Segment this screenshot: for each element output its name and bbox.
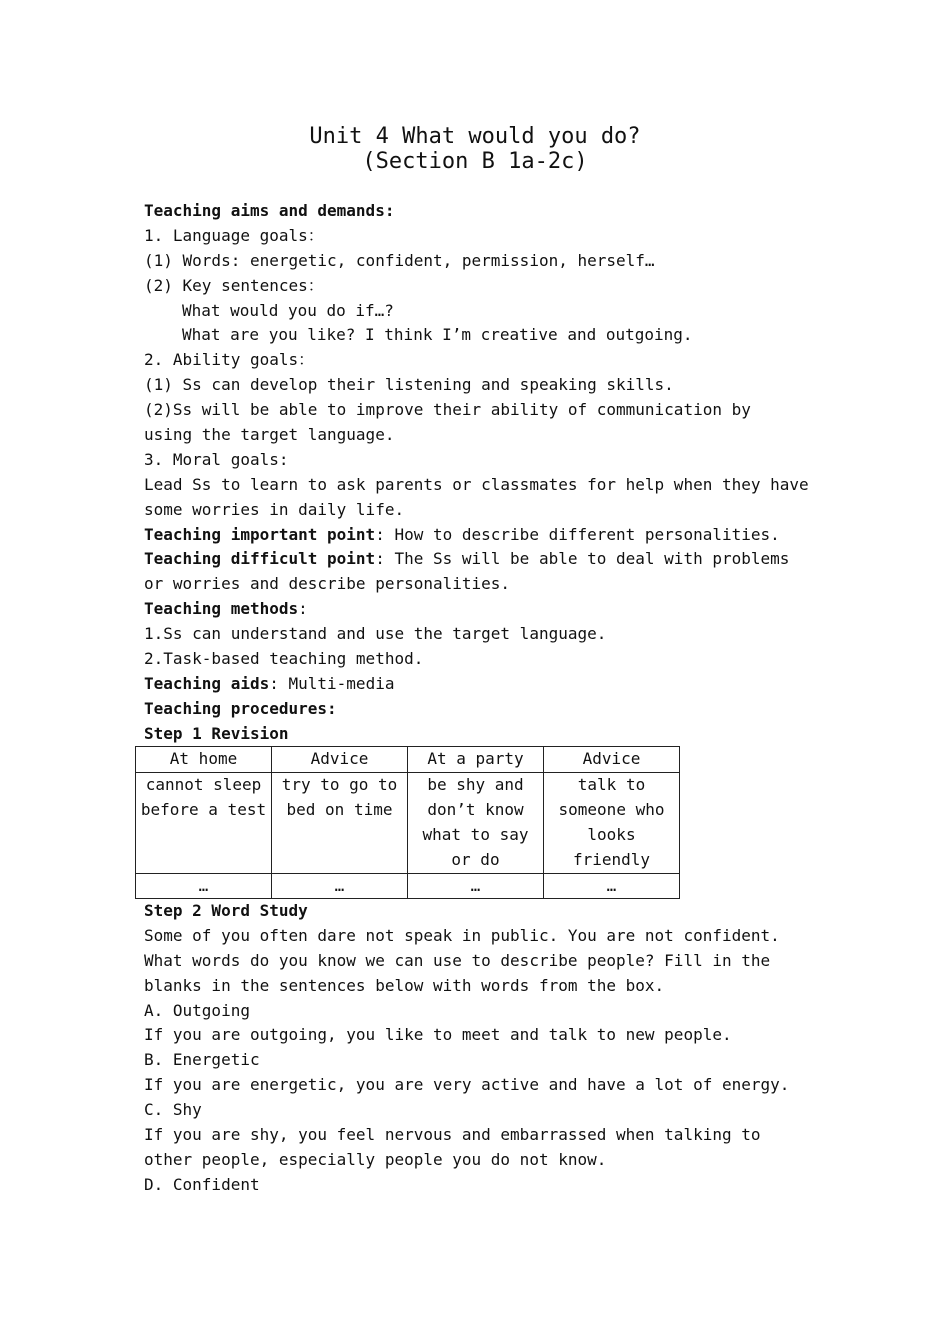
important-point-text: : How to describe different personalities.: [375, 524, 780, 544]
page-subtitle: (Section B 1a-2c): [362, 149, 588, 174]
methods-line: [144, 597, 824, 622]
table-row: [136, 772, 680, 873]
option-d-label: D. Confident: [144, 1174, 260, 1194]
table-header-cell: At a party: [408, 747, 544, 773]
option-b-text: If you are energetic, you are very active and have a lot of energy.: [144, 1075, 790, 1095]
table-header-cell: Advice: [544, 747, 680, 773]
table-cell: talk to someone who looks friendly: [544, 772, 680, 873]
option-a-label: A. Outgoing: [144, 1000, 250, 1020]
key-sentence-1: What would you do if…?: [182, 300, 394, 320]
ability-goal-1: (1) Ss can develop their listening and speaking skills.: [144, 375, 674, 395]
important-point-label: Teaching important point: [144, 524, 376, 544]
moral-goals-heading: 3. Moral goals:: [144, 449, 289, 469]
ability-goal-2b: using the target language.: [144, 425, 395, 445]
table-header-cell: Advice: [272, 747, 408, 773]
table-row-ellipsis: [136, 873, 680, 899]
table-cell: …: [408, 873, 544, 899]
difficult-point-line: [144, 547, 824, 572]
key-sentence-2: What are you like? I think I’m creative and outgoing.: [182, 325, 693, 345]
methods-colon: :: [298, 599, 308, 619]
step1-heading: Step 1 Revision: [144, 723, 289, 743]
step2-heading: Step 2 Word Study: [144, 901, 308, 920]
moral-goal-a: Lead Ss to learn to ask parents or classmates for help when they have: [144, 474, 809, 494]
teaching-aims-section: [144, 199, 824, 747]
methods-label: Teaching methods: [144, 599, 299, 619]
table-cell: try to go to bed on time: [272, 772, 408, 873]
table-cell: be shy and don’t know what to say or do: [408, 772, 544, 873]
procedures-heading: Teaching procedures:: [144, 698, 337, 718]
language-goals-heading: 1. Language goals：: [144, 225, 324, 245]
table-header-cell: At home: [136, 747, 272, 773]
step2-intro-a: Some of you often dare not speak in public. You are not confident.: [144, 925, 780, 945]
table-cell: …: [136, 873, 272, 899]
table-cell: …: [272, 873, 408, 899]
moral-goal-b: some worries in daily life.: [144, 499, 405, 519]
ability-goals-heading: 2. Ability goals：: [144, 350, 315, 370]
table-cell: …: [544, 873, 680, 899]
option-c-text-a: If you are shy, you feel nervous and embarrassed when talking to: [144, 1125, 761, 1145]
option-c-label: C. Shy: [144, 1100, 202, 1120]
option-b-label: B. Energetic: [144, 1050, 260, 1070]
aids-text: : Multi-media: [269, 673, 395, 693]
option-c-text-b: other people, especially people you do not know.: [144, 1149, 607, 1169]
method-2: 2.Task-based teaching method.: [144, 649, 424, 669]
important-point-line: [144, 523, 824, 548]
key-sentences-heading: (2) Key sentences：: [144, 275, 324, 295]
words-line: (1) Words: energetic, confident, permission, herself…: [144, 250, 655, 270]
aims-heading: Teaching aims and demands:: [144, 201, 395, 220]
option-a-text: If you are outgoing, you like to meet and talk to new people.: [144, 1025, 732, 1045]
aids-line: [144, 672, 824, 697]
method-1: 1.Ss can understand and use the target language.: [144, 624, 607, 644]
difficult-point-continuation: or worries and describe personalities.: [144, 574, 511, 594]
page-title: Unit 4 What would you do?: [309, 124, 641, 149]
step2-intro-b: What words do you know we can use to describe people? Fill in the: [144, 950, 771, 970]
ability-goal-2a: (2)Ss will be able to improve their ability of communication by: [144, 400, 751, 420]
table-cell: cannot sleep before a test: [136, 772, 272, 873]
aids-label: Teaching aids: [144, 673, 270, 693]
step2-intro-c: blanks in the sentences below with words from the box.: [144, 975, 665, 995]
difficult-point-label: Teaching difficult point: [144, 549, 376, 569]
word-study-section: [144, 899, 824, 1198]
revision-table: [135, 746, 680, 899]
difficult-point-text: : The Ss will be able to deal with problems: [375, 549, 790, 569]
table-header-row: [136, 747, 680, 773]
